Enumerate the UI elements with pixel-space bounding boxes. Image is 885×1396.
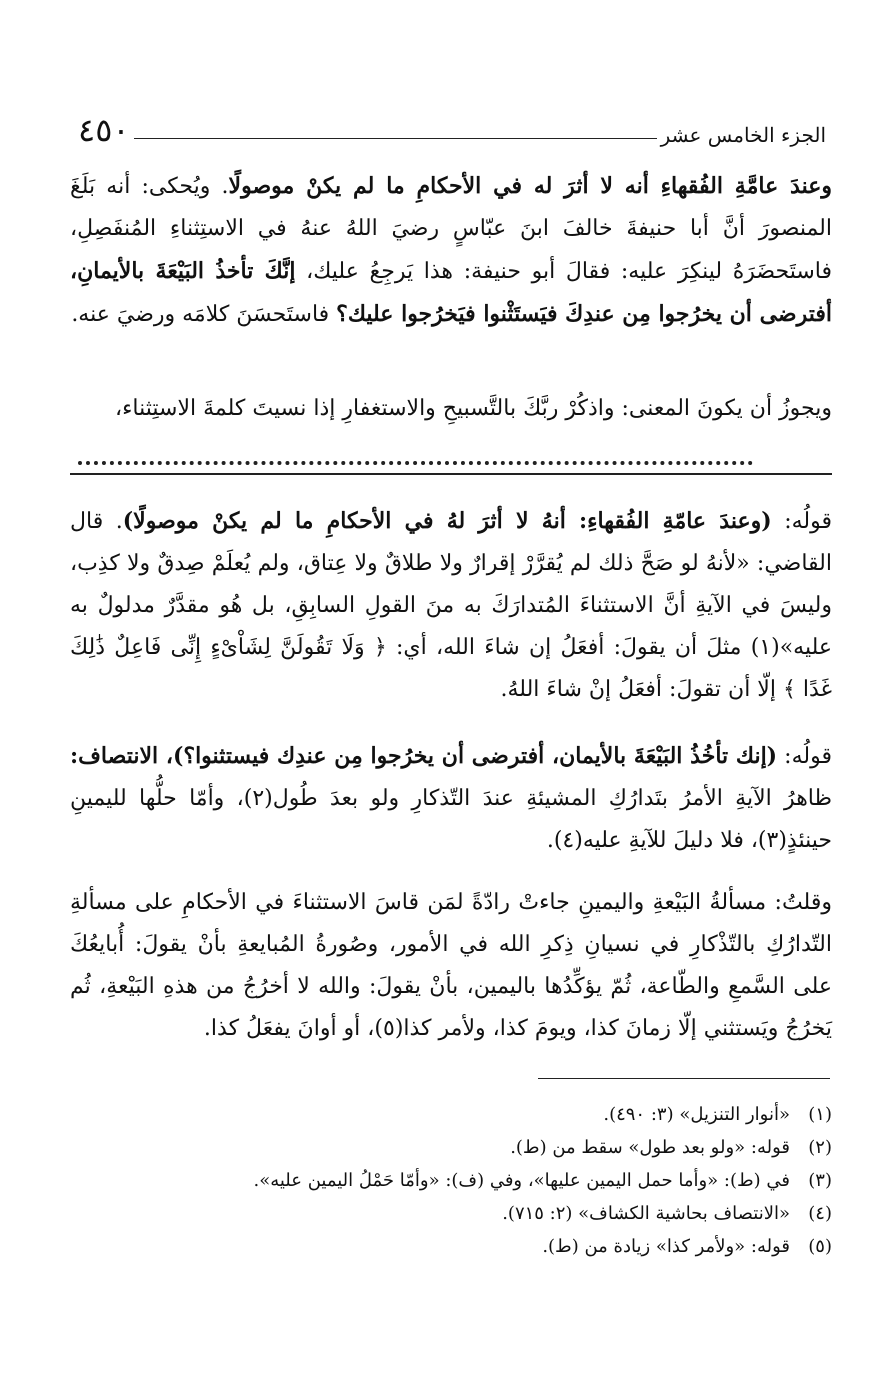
footnote-text: قوله: «ولو بعد طول» سقط من (ط).	[510, 1137, 790, 1158]
commentary-paragraph-2	[70, 735, 832, 862]
main-text-paragraph-2	[70, 388, 832, 430]
footnote-number: (٣)	[808, 1170, 832, 1191]
commentary-2-text: ظاهرُ الآيةِ الأمرُ بتَدارُكِ المشيئةِ عندَ التّذكارِ ولو بعدَ طُول(٢)، وأمّا حلُّها لليمينِ حينئذٍ(٣)، فلا دليلَ للآيةِ عليه(٤).	[70, 786, 833, 853]
commentary-paragraph-3	[70, 882, 832, 1050]
main-plain-text-b: فاستَحسَنَ كلامَه ورضيَ عنه.	[71, 302, 337, 327]
commentary-1-lead: قولُه:	[771, 509, 832, 534]
commentary-1-quoted: (وعندَ عامّةِ الفُقهاءِ: أنهُ لا أثرَ لهُ في الأحكامِ ما لم يكنْ موصولًا)	[122, 508, 772, 534]
main-bold-phrase-a: وعندَ عامَّةِ الفُقهاءِ أنه لا أثرَ له في الأحكامِ ما لم يكنْ موصولًا	[228, 173, 832, 199]
running-title: الجزء الخامس عشر	[660, 123, 826, 147]
footnotes	[70, 1098, 832, 1263]
commentary-paragraph-1	[70, 500, 832, 711]
footnote-rule	[538, 1078, 830, 1079]
footnote-text: في (ط): «وأما حمل اليمين عليها»، وفي (ف): «وأمّا حَمْلُ اليمين عليه».	[253, 1170, 790, 1191]
commentary-3-text: وقلتُ: مسألةُ البَيْعةِ واليمينِ جاءتْ رادّةً لمَن قاسَ الاستثناءَ في الأحكامِ على مسألةِ التّدارُكِ بالتّذْكارِ في نسيانِ ذِكرِ الله في الأمور، وصُورةُ المُبايعةِ بأنْ يقولَ: أُبايعُكَ على السَّمعِ والطّاعة، ثُمّ يؤكِّدُها باليمين، بأنْ يقولَ: والله لا أخرُجُ من هذهِ البَيْعةِ، ثُم يَخرُجُ ويَستثني إلّا زمانَ كذا، ويومَ كذا، ولأمر كذا(٥)، أو أوانَ يفعَلُ كذا.	[70, 890, 832, 1041]
footnote-number: (٤)	[808, 1203, 832, 1224]
footnote-number: (٥)	[808, 1236, 832, 1257]
footnote	[70, 1164, 832, 1197]
main-plain-text-a: . ويُحكى: أنه بَلَغَ المنصورَ أنَّ أبا حنيفةَ خالفَ ابنَ عبّاسٍ رضيَ اللهُ عنهُ في الاستِثناءِ المُنفَصِلِ، فاستَحضَرَهُ لينكِرَ عليه: فقالَ أبو حنيفة: هذا يَرجِعُ عليك،	[70, 174, 833, 284]
footnote	[70, 1197, 832, 1230]
page-header	[70, 108, 832, 148]
footnote-text: قوله: «ولأمر كذا» زيادة من (ط).	[542, 1236, 790, 1257]
dotted-leader	[78, 457, 753, 465]
footnote	[70, 1131, 832, 1164]
footnote-number: (٢)	[808, 1137, 832, 1158]
commentary-1-text: . قال القاضي: «لأنهُ لو صَحَّ ذلك لم يُقرَّرْ إقرارٌ ولا طلاقٌ ولا عِتاق، ولم يُعلَمْ صِدقٌ ولا كذِب، وليسَ في الآيةِ أنَّ الاستثناءَ المُتدارَكَ به منَ القولِ السابِقِ، بل هُو مقدَّرٌ مدلولٌ به عليه»(١) مثلَ أن يقولَ: أفعَلُ إن شاءَ الله، أي: ﴿ وَلَا تَقُولَنَّ لِشَاْىْءٍ إِنِّى فَاعِلٌ ذَٰلِكَ غَدًا ﴾ إلّا أن تقولَ: أفعَلُ إنْ شاءَ اللهُ.	[70, 509, 832, 702]
header-rule	[134, 138, 657, 139]
footnote-text: «أنوار التنزيل» (٣: ٤٩٠).	[603, 1104, 790, 1125]
main-paragraph-2-text: ويجوزُ أن يكونَ المعنى: واذكُرْ ربَّكَ بالتَّسبيحِ والاستغفارِ إذا نسيتَ كلمةَ الاستِثناء،	[114, 396, 832, 421]
footnote	[70, 1098, 832, 1131]
commentary-2-quoted: (إنك تأخُذُ البَيْعَةَ بالأيمان، أفترضى أن يخرُجوا مِن عندِك فيستثنوا؟)، الانتصاف:	[70, 743, 778, 769]
text-commentary-separator	[70, 473, 832, 475]
main-text-paragraph-1	[70, 165, 832, 336]
footnote-number: (١)	[808, 1104, 832, 1125]
footnote-text: «الانتصاف بحاشية الكشاف» (٢: ٧١٥).	[502, 1203, 790, 1224]
page-number: ٤٥٠	[78, 111, 130, 149]
footnote	[70, 1230, 832, 1263]
commentary-2-lead: قولُه:	[777, 744, 832, 769]
main-bold-phrase-b: إنَّكَ تأخذُ البَيْعَةَ بالأيمانِ، أفترضى أن يخرُجوا مِن عندِكَ فيَستَثْنوا فيَخرُجوا عليك؟	[70, 258, 832, 327]
